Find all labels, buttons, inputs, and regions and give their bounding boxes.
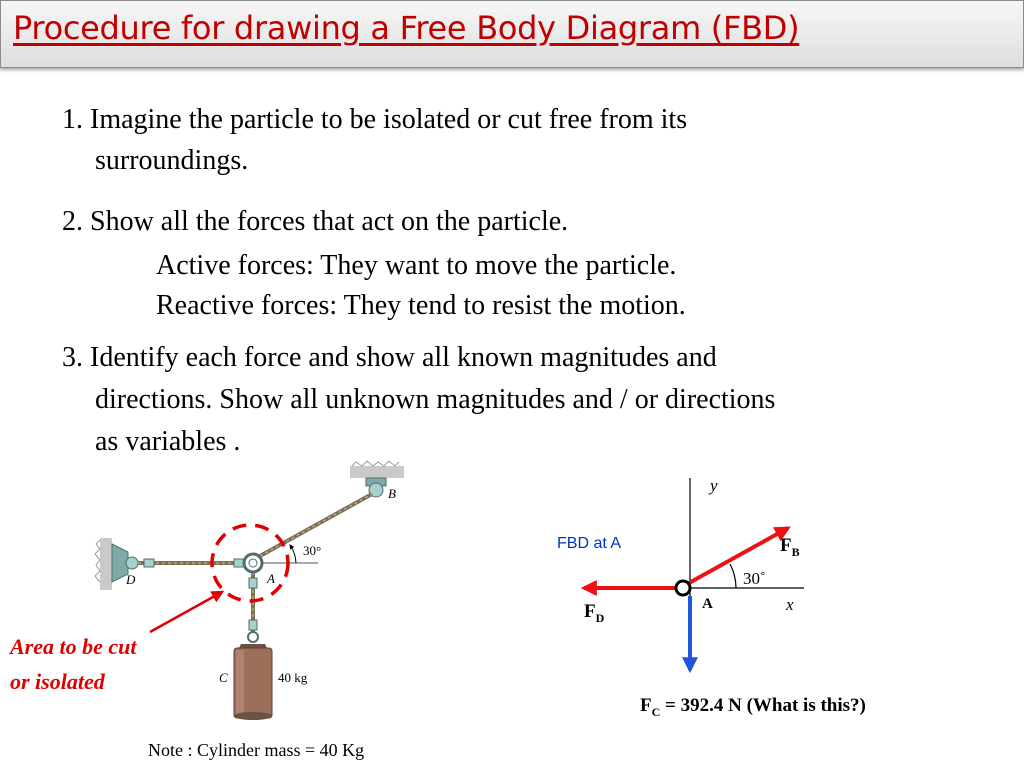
point-a-label: A bbox=[702, 596, 713, 612]
callout-arrow bbox=[150, 592, 222, 632]
fb-label: $F_B$ bbox=[780, 535, 800, 559]
fbd-title: FBD at A bbox=[557, 535, 622, 552]
angle-label-left: 30° bbox=[303, 543, 322, 558]
step-3-line-1: 3. Identify each force and show all known magnitudes and bbox=[62, 342, 717, 373]
fd-label: $F_D$ bbox=[584, 601, 605, 625]
callout-text-line-1: Area to be cut bbox=[10, 634, 137, 659]
fc-label: $F_C = 392.4$ N (What is this?) bbox=[640, 695, 866, 719]
label-d: D bbox=[126, 572, 136, 587]
callout-text-line-2: or isolated bbox=[10, 669, 105, 694]
x-axis-label: x bbox=[786, 595, 794, 614]
mechanism-figure bbox=[95, 461, 404, 720]
step-1-line-1: 1. Imagine the particle to be isolated or cut free from its bbox=[62, 104, 688, 135]
y-axis-label: y bbox=[710, 476, 718, 495]
step-3-line-2: directions. Show all unknown magnitudes and / or directions bbox=[95, 384, 776, 415]
mass-label: 40 kg bbox=[278, 670, 308, 685]
step-2-active-forces: Active forces: They want to move the particle. bbox=[156, 250, 677, 281]
cylinder-mass-note: Note : Cylinder mass = 40 Kg bbox=[148, 740, 365, 760]
angle-arc-fbd bbox=[730, 564, 736, 588]
label-c: C bbox=[219, 670, 228, 685]
step-2-reactive-forces: Reactive forces: They tend to resist the motion. bbox=[156, 290, 686, 321]
fbd-figure bbox=[584, 478, 804, 670]
angle-label-fbd: 30˚ bbox=[743, 569, 766, 588]
particle-a bbox=[676, 581, 690, 595]
step-1-line-2: surroundings. bbox=[95, 145, 249, 176]
label-a: A bbox=[267, 571, 275, 586]
slide-title: Procedure for drawing a Free Body Diagram (FBD) bbox=[13, 9, 800, 47]
step-3-line-3: as variables . bbox=[95, 426, 241, 457]
step-2-line-1: 2. Show all the forces that act on the particle. bbox=[62, 206, 569, 237]
force-fb-arrow bbox=[689, 528, 788, 583]
angle-arc-left bbox=[290, 545, 296, 563]
label-b: B bbox=[388, 486, 396, 501]
